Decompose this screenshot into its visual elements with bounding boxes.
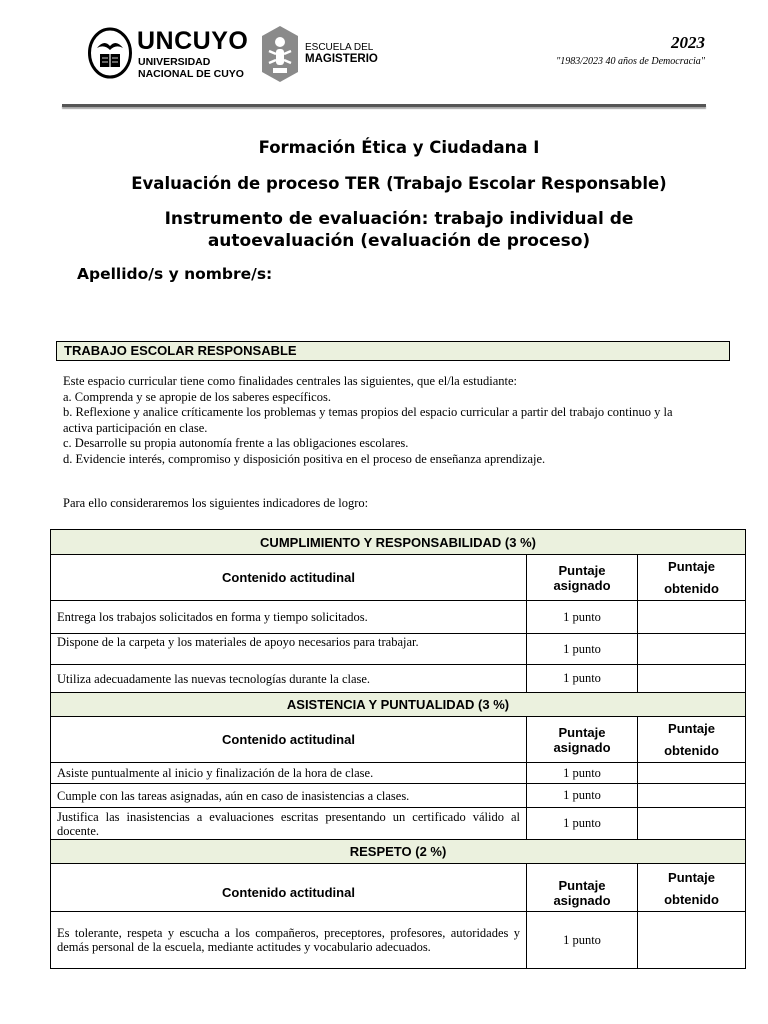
obtained-cell[interactable] bbox=[638, 784, 746, 808]
content-cell: Cumple con las tareas asignadas, aún en caso de inasistencias a clases. bbox=[51, 784, 527, 808]
instrument-title-line2: autoevaluación (evaluación de proceso) bbox=[207, 231, 591, 251]
table-row bbox=[51, 601, 746, 634]
uncuyo-line1: UNIVERSIDAD bbox=[138, 56, 211, 68]
obtained-cell[interactable] bbox=[638, 912, 746, 969]
header-obtained-cell: Puntaje obtenido bbox=[638, 717, 746, 763]
content-cell: Es tolerante, respeta y escucha a los compañeros, preceptores, profesores, autoridades y demás personal de la escuela, mediante actitudes y vocabulario adecuados. bbox=[51, 912, 527, 969]
table-header-row bbox=[51, 864, 746, 912]
assigned-cell: 1 punto bbox=[527, 665, 638, 693]
evaluation-table bbox=[50, 529, 746, 969]
section-heading: TRABAJO ESCOLAR RESPONSABLE bbox=[64, 343, 297, 358]
uncuyo-name: UNCUYO bbox=[137, 27, 249, 55]
table-header-row bbox=[51, 717, 746, 763]
table-row bbox=[51, 784, 746, 808]
uncuyo-emblem-icon bbox=[88, 27, 132, 79]
content-cell: Asiste puntualmente al inicio y finalización de la hora de clase. bbox=[51, 763, 527, 784]
section-title-cell: CUMPLIMIENTO Y RESPONSABILIDAD (3 %) bbox=[51, 530, 746, 555]
table-section-row bbox=[51, 693, 746, 717]
section-title-cell: RESPETO (2 %) bbox=[51, 840, 746, 864]
table-row bbox=[51, 634, 746, 665]
table-header-row bbox=[51, 555, 746, 601]
header-divider bbox=[62, 104, 706, 107]
obtained-cell[interactable] bbox=[638, 763, 746, 784]
content-cell: Utiliza adecuadamente las nuevas tecnologías durante la clase. bbox=[51, 665, 527, 693]
intro-item-c: c. Desarrolle su propia autonomía frente a las obligaciones escolares. bbox=[63, 436, 409, 450]
indicators-lead: Para ello consideraremos los siguientes indicadores de logro: bbox=[63, 496, 369, 510]
header-content-cell: Contenido actitudinal bbox=[51, 864, 527, 912]
subject-title: Formación Ética y Ciudadana I bbox=[258, 138, 540, 157]
escuela-logo bbox=[261, 25, 391, 83]
header-assigned-cell: Puntaje asignado bbox=[527, 717, 638, 763]
uncuyo-line2: NACIONAL DE CUYO bbox=[138, 68, 244, 80]
header-content-cell: Contenido actitudinal bbox=[51, 555, 527, 601]
assigned-cell: 1 punto bbox=[527, 634, 638, 665]
header-assigned-cell: Puntaje asignado bbox=[527, 864, 638, 912]
table-section-row bbox=[51, 840, 746, 864]
header-assigned-cell: Puntaje asignado bbox=[527, 555, 638, 601]
assigned-cell: 1 punto bbox=[527, 763, 638, 784]
header-year: 2023 bbox=[671, 33, 705, 52]
content-cell: Entrega los trabajos solicitados en forma y tiempo solicitados. bbox=[51, 601, 527, 634]
intro-item-a: a. Comprenda y se apropie de los saberes específicos. bbox=[63, 389, 331, 404]
evaluation-title: Evaluación de proceso TER (Trabajo Escolar Responsable) bbox=[131, 174, 667, 193]
escuela-line2: MAGISTERIO bbox=[305, 53, 378, 65]
table-row bbox=[51, 808, 746, 840]
obtained-cell[interactable] bbox=[638, 665, 746, 693]
assigned-cell: 1 punto bbox=[527, 912, 638, 969]
assigned-cell: 1 punto bbox=[527, 784, 638, 808]
instrument-title-line1: Instrumento de evaluación: trabajo individual de bbox=[164, 209, 634, 229]
student-name-label: Apellido/s y nombre/s: bbox=[77, 265, 273, 283]
header-content-cell: Contenido actitudinal bbox=[51, 717, 527, 763]
table-row bbox=[51, 665, 746, 693]
escuela-emblem-icon bbox=[261, 25, 299, 83]
section-title-cell: ASISTENCIA Y PUNTUALIDAD (3 %) bbox=[51, 693, 746, 717]
table-section-row bbox=[51, 530, 746, 555]
header-obtained-cell: Puntaje obtenido bbox=[638, 864, 746, 912]
section-heading-box bbox=[56, 341, 730, 361]
assigned-cell: 1 punto bbox=[527, 808, 638, 840]
intro-item-d: d. Evidencie interés, compromiso y disposición positiva en el proceso de enseñanza aprendizaje. bbox=[63, 451, 546, 466]
uncuyo-logo bbox=[88, 27, 253, 83]
content-cell: Justifica las inasistencias a evaluaciones escritas presentando un certificado válido al docente. bbox=[51, 808, 527, 840]
header-obtained-cell: Puntaje obtenido bbox=[638, 555, 746, 601]
escuela-line1: ESCUELA DEL bbox=[305, 42, 374, 53]
header-motto: "1983/2023 40 años de Democracia" bbox=[556, 56, 705, 67]
content-cell: Dispone de la carpeta y los materiales de apoyo necesarios para trabajar. bbox=[51, 634, 527, 665]
intro-paragraph: Este espacio curricular tiene como finalidades centrales las siguientes, que el/la estudiante: bbox=[63, 374, 517, 388]
instrument-title bbox=[0, 208, 768, 252]
table-row bbox=[51, 763, 746, 784]
obtained-cell[interactable] bbox=[638, 601, 746, 634]
intro-text bbox=[63, 374, 703, 467]
obtained-cell[interactable] bbox=[638, 808, 746, 840]
assigned-cell: 1 punto bbox=[527, 601, 638, 634]
obtained-cell[interactable] bbox=[638, 634, 746, 665]
intro-item-b: b. Reflexione y analice críticamente los problemas y temas propios del espacio curricular a partir del trabajo continuo y la activa participación en clase. bbox=[63, 405, 673, 435]
table-row bbox=[51, 912, 746, 969]
